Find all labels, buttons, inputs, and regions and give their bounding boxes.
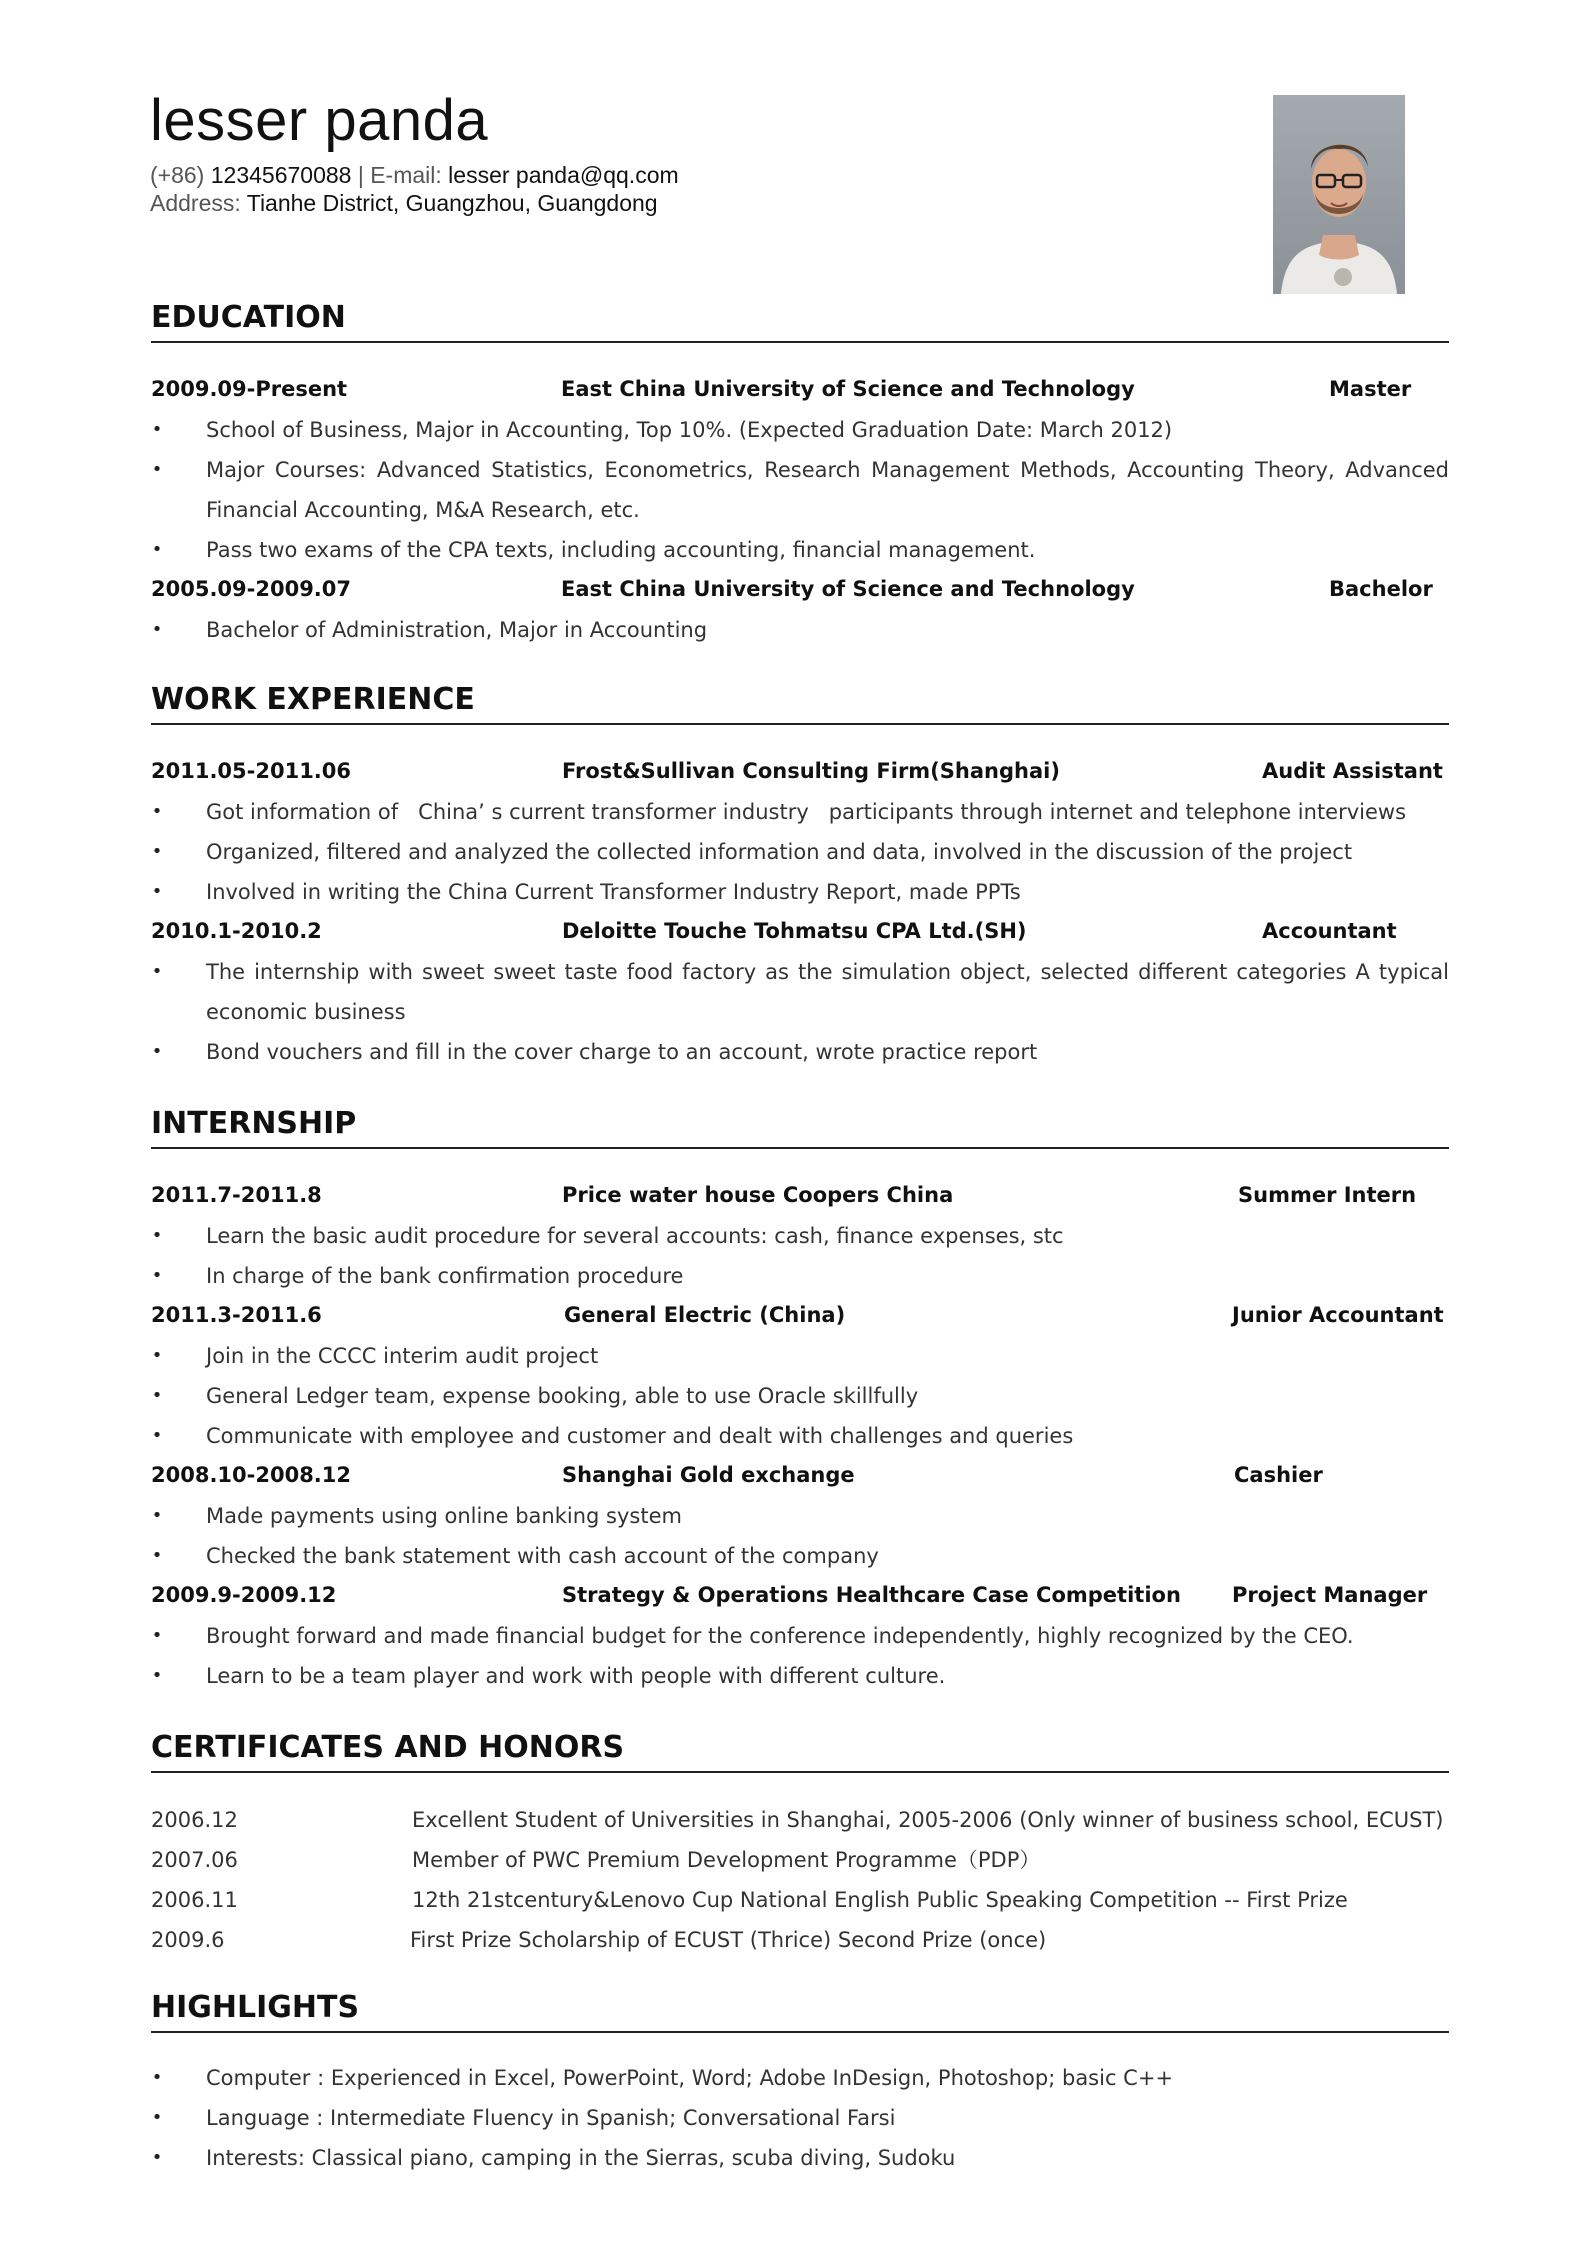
bullet-icon: • [151, 1545, 163, 1566]
internship-entry-header [151, 1580, 1449, 1610]
contact-line [150, 164, 679, 187]
address-label: Address: [150, 190, 247, 216]
bullet-icon: • [151, 1625, 163, 1646]
entry-date: 2011.7-2011.8 [151, 1183, 322, 1207]
bullet-icon: • [151, 801, 163, 822]
bullet-icon: • [151, 2067, 163, 2088]
internship-entry-header [151, 1300, 1449, 1330]
internship-entry-header [151, 1460, 1449, 1490]
email-label: | E-mail: [351, 162, 449, 188]
bullet-icon: • [151, 1425, 163, 1446]
address-value: Tianhe District, Guangzhou, Guangdong [246, 190, 658, 216]
bullet-icon: • [151, 1385, 163, 1406]
bullet-icon: • [151, 1041, 163, 1062]
list-item [151, 952, 1449, 1032]
entry-date: 2009.9-2009.12 [151, 1583, 337, 1607]
certificate-date: 2009.6 [151, 1928, 225, 1952]
list-item-text: General Ledger team, expense booking, able to use Oracle skillfully [206, 1384, 919, 1408]
section-divider [151, 1771, 1449, 1773]
list-item-text: Bond vouchers and fill in the cover charge to an account, wrote practice report [206, 1040, 1038, 1064]
list-item-text: Involved in writing the China Current Transformer Industry Report, made PPTs [206, 880, 1021, 904]
bullet-icon: • [151, 2107, 163, 2128]
entry-role: Accountant [1262, 919, 1397, 943]
entry-date: 2005.09-2009.07 [151, 577, 352, 601]
work-entry-header [151, 916, 1449, 946]
entry-organization: East China University of Science and Technology [561, 577, 1135, 601]
certificate-row [151, 1800, 1449, 1840]
bullet-icon: • [151, 1265, 163, 1286]
list-item-text: Learn to be a team player and work with people with different culture. [206, 1664, 946, 1688]
certificate-text: Excellent Student of Universities in Shanghai, 2005-2006 (Only winner of business school, ECUST) [412, 1808, 1444, 1832]
list-item-text: Got information of China’ s current transformer industry participants through internet and telephone interviews [206, 800, 1407, 824]
entry-role: Summer Intern [1238, 1183, 1417, 1207]
address-line [150, 192, 658, 215]
education-entry-header [151, 374, 1449, 404]
bullet-icon: • [151, 961, 163, 982]
bullet-icon: • [151, 881, 163, 902]
entry-organization: Frost&Sullivan Consulting Firm(Shanghai) [562, 759, 1060, 783]
list-item-text-continued: Financial Accounting, M&A Research, etc. [206, 498, 640, 522]
phone-number: 12345670088 [210, 162, 352, 188]
list-item-text: Learn the basic audit procedure for several accounts: cash, finance expenses, stc [206, 1224, 1064, 1248]
bullet-icon: • [151, 459, 163, 480]
entry-organization: East China University of Science and Technology [561, 377, 1135, 401]
certificate-text: First Prize Scholarship of ECUST (Thrice) Second Prize (once) [410, 1928, 1047, 1952]
section-title-internship: INTERNSHIP [151, 1106, 357, 1141]
entry-organization: Deloitte Touche Tohmatsu CPA Ltd.(SH) [562, 919, 1027, 943]
entry-date: 2011.3-2011.6 [151, 1303, 322, 1327]
list-item-text: Organized, filtered and analyzed the collected information and data, involved in the discussion of the project [206, 840, 1353, 864]
section-divider [151, 1147, 1449, 1149]
email-address: lesser panda@qq.com [448, 162, 679, 188]
certificate-row [151, 1920, 1449, 1960]
person-portrait-icon [1273, 95, 1405, 294]
entry-organization: General Electric (China) [564, 1303, 846, 1327]
entry-organization: Price water house Coopers China [562, 1183, 954, 1207]
education-entry-header [151, 574, 1449, 604]
list-item-text: School of Business, Major in Accounting, Top 10%. (Expected Graduation Date: March 2012) [206, 418, 1173, 442]
bullet-icon: • [151, 1505, 163, 1526]
bullet-icon: • [151, 841, 163, 862]
bullet-icon: • [151, 1225, 163, 1246]
section-title-highlights: HIGHLIGHTS [151, 1990, 360, 2025]
certificate-text: 12th 21stcentury&Lenovo Cup National English Public Speaking Competition -- First Prize [412, 1888, 1348, 1912]
list-item-text: Major Courses: Advanced Statistics, Econometrics, Research Management Methods, Accounting Theory, Advanced [206, 458, 1449, 482]
list-item-text: Join in the CCCC interim audit project [206, 1344, 599, 1368]
section-title-work-experience: WORK EXPERIENCE [151, 682, 475, 717]
entry-date: 2009.09-Present [151, 377, 348, 401]
entry-organization: Shanghai Gold exchange [562, 1463, 855, 1487]
phone-prefix: (+86) [150, 162, 211, 188]
list-item-text: In charge of the bank confirmation procedure [206, 1264, 684, 1288]
list-item-text-continued: economic business [206, 1000, 406, 1024]
list-item-text: Pass two exams of the CPA texts, including accounting, financial management. [206, 538, 1036, 562]
bullet-icon: • [151, 539, 163, 560]
entry-organization: Strategy & Operations Healthcare Case Competition [562, 1583, 1181, 1607]
certificate-text: Member of PWC Premium Development Programme（PDP） [412, 1848, 1041, 1872]
certificate-date: 2006.11 [151, 1888, 238, 1912]
list-item-text: Communicate with employee and customer and dealt with challenges and queries [206, 1424, 1074, 1448]
entry-role: Master [1329, 377, 1412, 401]
certificate-row [151, 1880, 1449, 1920]
list-item-text: Computer : Experienced in Excel, PowerPoint, Word; Adobe InDesign, Photoshop; basic C++ [206, 2066, 1174, 2090]
entry-role: Junior Accountant [1232, 1303, 1444, 1327]
list-item-text: Language : Intermediate Fluency in Spanish; Conversational Farsi [206, 2106, 896, 2130]
entry-role: Bachelor [1329, 577, 1433, 601]
entry-date: 2011.05-2011.06 [151, 759, 352, 783]
list-item-text: The internship with sweet sweet taste food factory as the simulation object, selected different categories A typical [206, 960, 1449, 984]
certificate-date: 2006.12 [151, 1808, 238, 1832]
bullet-icon: • [151, 1345, 163, 1366]
section-title-certificates: CERTIFICATES AND HONORS [151, 1730, 625, 1765]
certificate-date: 2007.06 [151, 1848, 238, 1872]
section-divider [151, 723, 1449, 725]
candidate-name: lesser panda [150, 88, 489, 153]
list-item [151, 450, 1449, 530]
list-item-text: Interests: Classical piano, camping in the Sierras, scuba diving, Sudoku [206, 2146, 956, 2170]
list-item-text: Bachelor of Administration, Major in Accounting [206, 618, 708, 642]
list-item-text: Made payments using online banking system [206, 1504, 682, 1528]
entry-date: 2010.1-2010.2 [151, 919, 322, 943]
work-entry-header [151, 756, 1449, 786]
section-divider [151, 2031, 1449, 2033]
profile-photo [1273, 95, 1405, 294]
certificate-row [151, 1840, 1449, 1880]
bullet-icon: • [151, 1665, 163, 1686]
bullet-icon: • [151, 619, 163, 640]
entry-date: 2008.10-2008.12 [151, 1463, 352, 1487]
internship-entry-header [151, 1180, 1449, 1210]
bullet-icon: • [151, 419, 163, 440]
entry-role: Cashier [1234, 1463, 1323, 1487]
entry-role: Audit Assistant [1262, 759, 1443, 783]
section-title-education: EDUCATION [151, 300, 346, 335]
list-item-text: Brought forward and made financial budget for the conference independently, highly recognized by the CEO. [206, 1624, 1354, 1648]
list-item-text: Checked the bank statement with cash account of the company [206, 1544, 879, 1568]
section-divider [151, 341, 1449, 343]
bullet-icon: • [151, 2147, 163, 2168]
entry-role: Project Manager [1232, 1583, 1428, 1607]
